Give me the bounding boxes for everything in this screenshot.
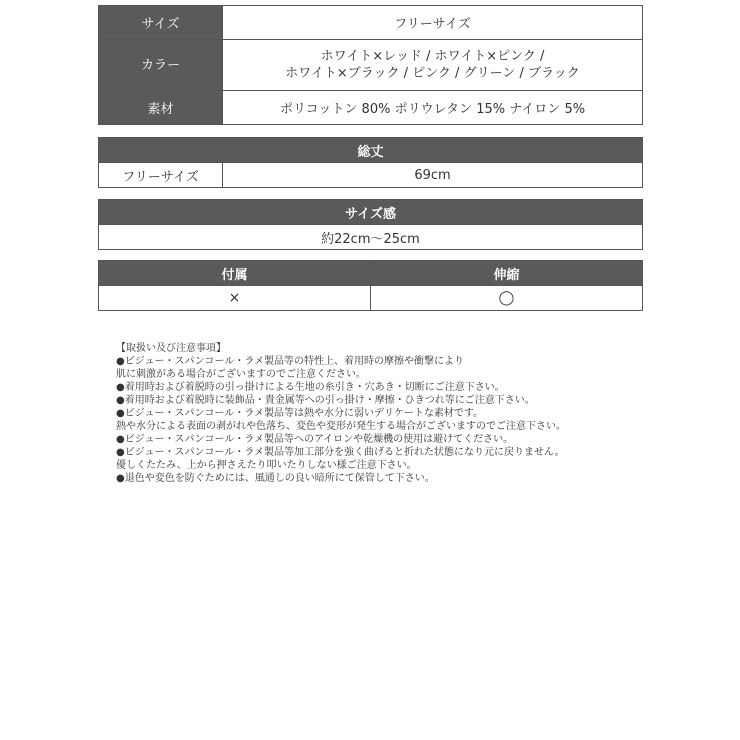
note-line: 肌に刺激がある場合がございますのでご注意ください。 xyxy=(116,369,366,380)
note-line: ●ビジュー・スパンコール・ラメ製品等へのアイロンや乾燥機の使用は避けてください。 xyxy=(116,434,514,445)
size-value: フリーサイズ xyxy=(223,6,643,40)
note-line: ●着用時および着脱時に装飾品・貴金属等への引っ掛け・摩擦・ひきつれ等にご注意下さい。 xyxy=(116,395,535,406)
length-value: 69cm xyxy=(223,163,643,188)
size-feel-table xyxy=(98,199,643,250)
note-line: ●着用時および着脱時の引っ掛けによる生地の糸引き・穴あき・切断にご注意下さい。 xyxy=(116,382,505,393)
note-line: ●ビジュー・スパンコール・ラメ製品等の特性上、着用時の摩擦や衝撃により xyxy=(116,356,465,367)
note-line: 優しくたたみ、上から押さえたり叩いたりしない様ご注意下さい。 xyxy=(116,460,417,471)
attached-header: 付属 xyxy=(99,261,371,286)
note-line: ●ビジュー・スパンコール・ラメ製品等は熱や水分に弱いデリケートな素材です。 xyxy=(116,408,484,419)
size-feel-value: 約22cm～25cm xyxy=(99,225,643,250)
size-label: サイズ xyxy=(99,6,223,40)
color-value xyxy=(223,40,643,91)
notes-title: 【取扱い及び注意事項】 xyxy=(116,343,226,354)
length-size: フリーサイズ xyxy=(99,163,223,188)
color-line-2: ホワイト×ブラック / ピンク / グリーン / ブラック xyxy=(285,66,580,81)
accessory-table xyxy=(98,260,643,311)
note-line: 熱や水分による表面の剥がれや色落ち、変色や変形が発生する場合がございますのでご注意下さい。 xyxy=(116,421,566,432)
note-line: ●退色や変色を防ぐためには、風通しの良い暗所にて保管して下さい。 xyxy=(116,473,435,484)
stretch-header: 伸縮 xyxy=(371,261,643,286)
material-value: ポリコットン 80% ポリウレタン 15% ナイロン 5% xyxy=(223,91,643,125)
attached-value: × xyxy=(99,286,371,311)
spec-table xyxy=(98,5,643,125)
length-header: 総丈 xyxy=(99,138,643,163)
color-label: カラー xyxy=(99,40,223,91)
note-line: ●ビジュー・スパンコール・ラメ製品等加工部分を強く曲げると折れた状態になり元に戻りません。 xyxy=(116,447,565,458)
length-table xyxy=(98,137,643,188)
color-line-1: ホワイト×レッド / ホワイト×ピンク / xyxy=(320,49,545,64)
stretch-value: ◯ xyxy=(371,286,643,311)
care-notes xyxy=(116,342,566,485)
size-feel-header: サイズ感 xyxy=(99,200,643,225)
material-label: 素材 xyxy=(99,91,223,125)
